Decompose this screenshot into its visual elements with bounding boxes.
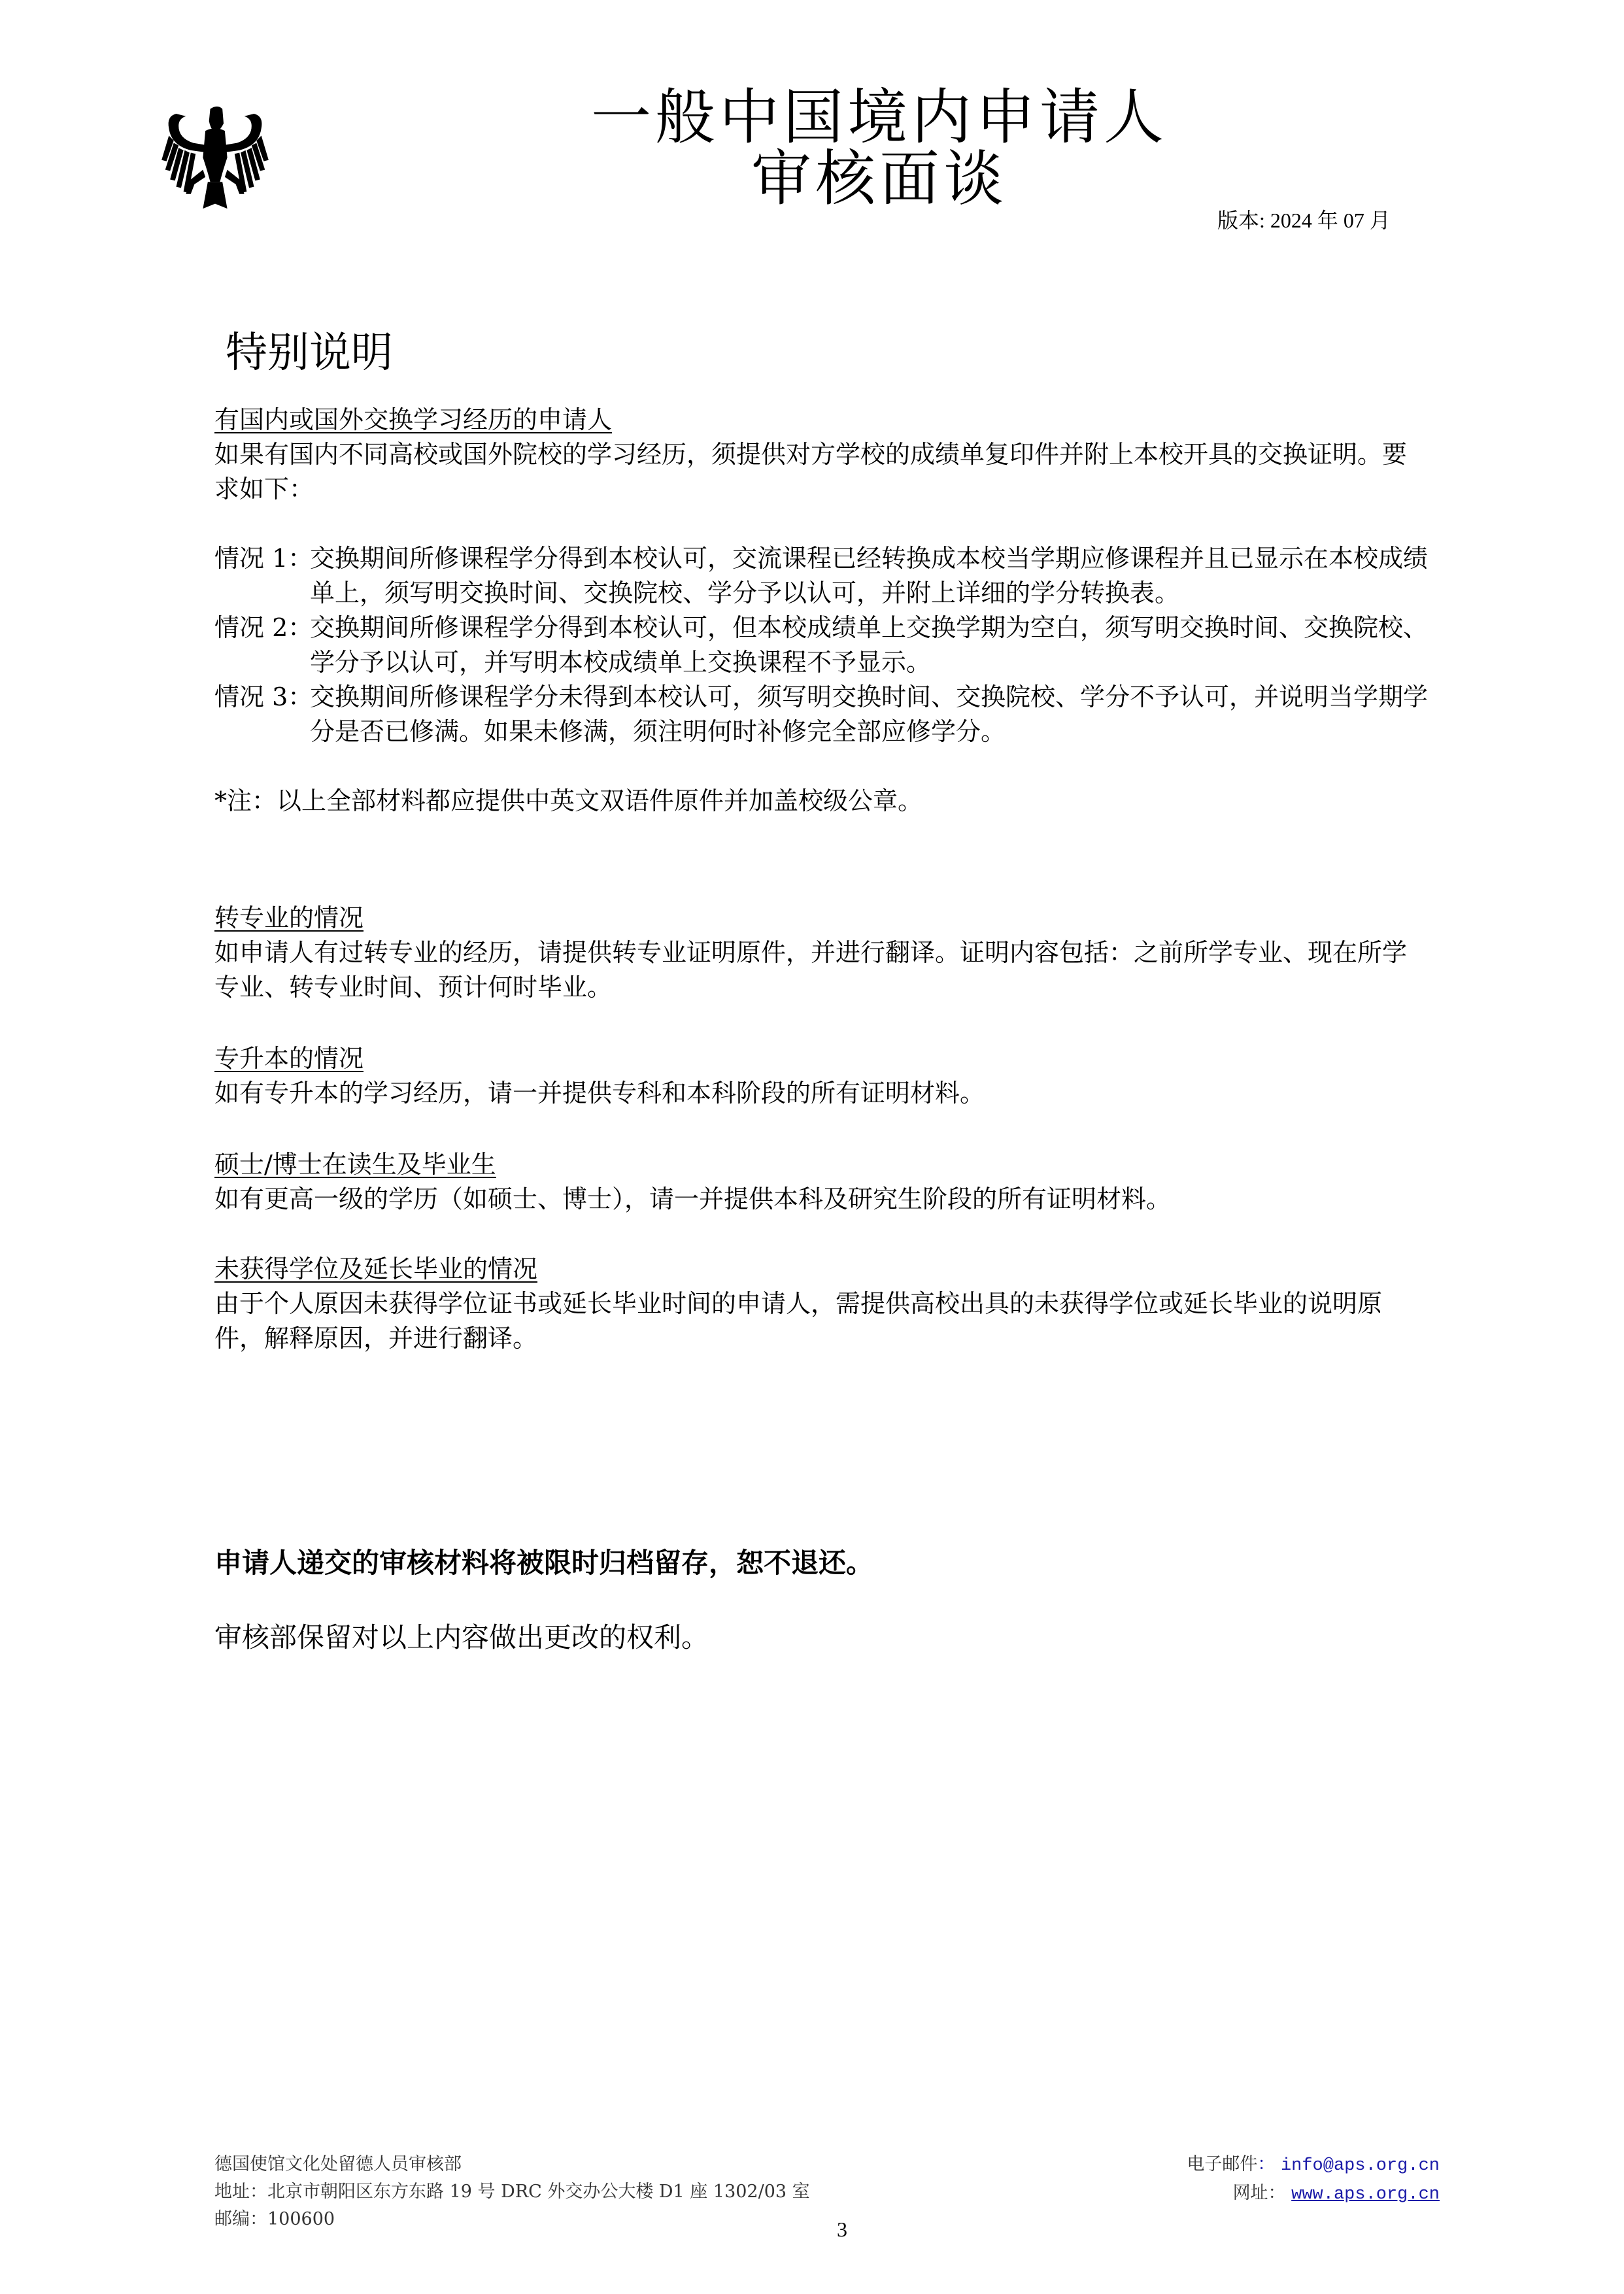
page-number: 3 [837,2218,847,2241]
archive-statement: 申请人递交的审核材料将被限时归档留存，恕不退还。 [214,1547,874,1579]
section-paragraph: 由于个人原因未获得学位证书或延长毕业时间的申请人，需提供高校出具的未获得学位或延长毕业的说明原件，解释原因，并进行翻译。 [214,1289,1383,1353]
footer-email-row [1187,2151,1440,2180]
section-paragraph: 如果有国内不同高校或国外院校的学习经历，须提供对方学校的成绩单复印件并附上本校开具的交换证明。要求如下： [214,440,1408,503]
case-item [214,611,1430,680]
section-paragraph: 如申请人有过转专业的经历，请提供转专业证明原件，并进行翻译。证明内容包括：之前所学专业、现在所学专业、转专业时间、预计何时毕业。 [214,938,1408,1002]
section-title: 硕士/博士在读生及毕业生 [214,1150,496,1179]
case-item [214,680,1430,749]
document-title-line1: 一般中国境内申请人 [590,82,1168,152]
email-label: 电子邮件 [1187,2154,1258,2174]
section-title: 有国内或国外交换学习经历的申请人 [214,405,613,434]
case-label: 情况 3： [214,683,313,711]
section-title: 转专业的情况 [214,903,364,932]
case-text: 交换期间所修课程学分得到本校认可，交流课程已经转换成本校当学期应修课程并且已显示在本校成绩单上，须写明交换时间、交换院校、学分予以认可，并附上详细的学分转换表。 [310,544,1429,607]
document-title-line2: 审核面谈 [751,144,1007,214]
section-paragraph: 如有更高一级的学历（如硕士、博士），请一并提供本科及研究生阶段的所有证明材料。 [214,1185,1172,1213]
email-link[interactable]: info@aps.org.cn [1280,2156,1440,2176]
website-link[interactable]: www.aps.org.cn [1291,2185,1440,2204]
section-title: 未获得学位及延长毕业的情况 [214,1255,538,1283]
section-no-degree [214,1252,1430,1356]
section-heading: 特别说明 [226,329,393,377]
note-text: *注：以上全部材料都应提供中英文双语件原件并加盖校级公章。 [214,786,923,815]
footer-postcode: 邮编：100600 [214,2209,335,2229]
section-major-change [214,901,1430,1005]
section-paragraph: 如有专升本的学习经历，请一并提供专科和本科阶段的所有证明材料。 [214,1079,985,1107]
footer-org: 德国使馆文化处留德人员审核部 [214,2154,462,2174]
footer-address: 地址：北京市朝阳区东方东路 19 号 DRC 外交办公大楼 D1 座 1302/03 室 [214,2182,810,2202]
case-label: 情况 1： [214,544,313,573]
section-graduate [214,1147,1430,1217]
section-exchange [214,403,1430,818]
footer-links [1187,2151,1440,2208]
website-label: 网址： [1232,2183,1286,2203]
case-text: 交换期间所修课程学分未得到本校认可，须写明交换时间、交换院校、学分不予认可，并说明当学期学分是否已修满。如果未修满，须注明何时补修完全部应修学分。 [310,683,1429,746]
section-upgrade [214,1041,1430,1111]
version-label: 版本: 2024 年 07 月 [1217,209,1391,232]
footer-contact [214,2151,810,2233]
case-text: 交换期间所修课程学分得到本校认可，但本校成绩单上交换学期为空白，须写明交换时间、交换院校、学分予以认可，并写明本校成绩单上交换课程不予显示。 [310,613,1429,677]
rights-statement: 审核部保留对以上内容做出更改的权利。 [214,1621,709,1653]
section-title: 专升本的情况 [214,1044,364,1073]
case-item [214,541,1430,611]
case-label: 情况 2： [214,613,313,642]
footer-website-row [1187,2180,1440,2208]
email-colon: ： [1257,2154,1276,2174]
